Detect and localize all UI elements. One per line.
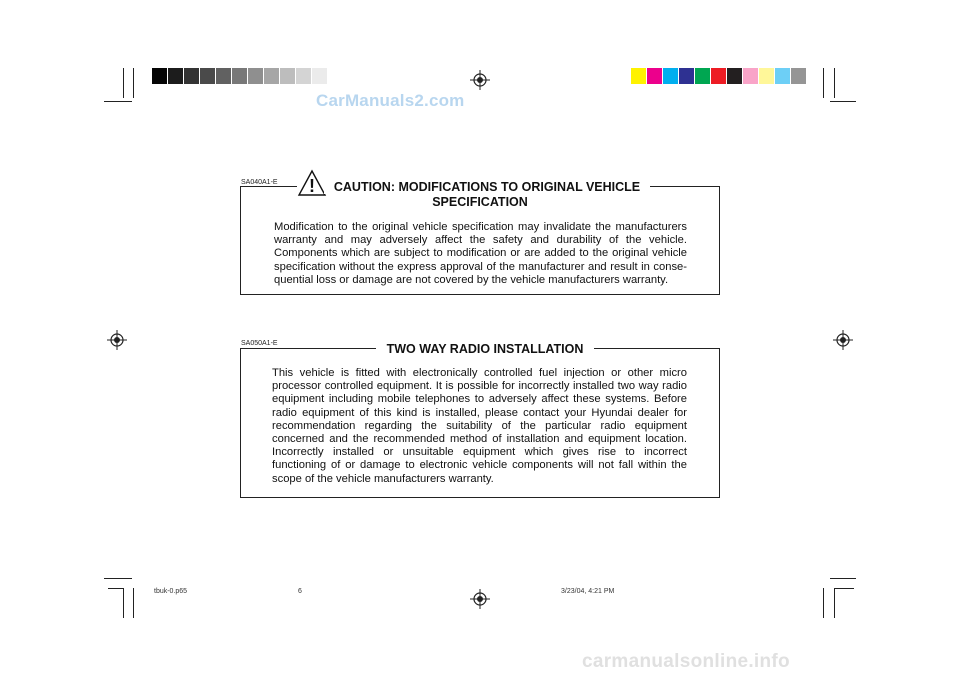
- registration-mark-icon: [470, 589, 490, 609]
- color-swatch: [647, 68, 662, 84]
- gray-swatch: [248, 68, 263, 84]
- warning-exclamation-icon: [297, 169, 327, 202]
- footer-filename: tbuk-0.p65: [154, 588, 188, 595]
- gray-swatch: [232, 68, 247, 84]
- radio-body-text: This vehicle is fitted with electronically controlled fuel injection or other micro processor controlled equipment. It is possible for incorrectly installed two way radio equipment including mobile telephones to adversely affect these systems. Before radio equipment of this kind is installed, please contact your Hyundai dealer for recommendation regarding the suitability of the particular radio equipment concerned and the recommended method of installation and equipment location. Incorrectly installed or unsuitable equipment which gives rise to incorrect functioning of or damage to electronic vehicle components will not fall within the scope of the vehicle manufacturers warranty.: [272, 367, 687, 485]
- watermark-top[interactable]: CarManuals2.com: [316, 91, 465, 110]
- watermark-bottom[interactable]: carmanualsonline.info: [582, 651, 790, 672]
- gray-swatch: [184, 68, 199, 84]
- color-swatch: [759, 68, 774, 84]
- gray-swatch: [168, 68, 183, 84]
- caution-body-text: Modification to the original vehicle specification may invalidate the manufacturers warranty and may adversely affect the safety and durability of the vehicle. Components which are subject to modification or are added to the original vehicle specification without the express approval of the manufacturer and result in conse-quential loss or damage are not covered by the vehicle manufacturers warranty.: [274, 221, 687, 286]
- gray-swatch: [296, 68, 311, 84]
- section-code: SA050A1-E: [241, 340, 278, 347]
- gray-swatch: [216, 68, 231, 84]
- registration-mark-icon: [833, 330, 853, 350]
- color-swatch: [775, 68, 790, 84]
- gray-swatch: [280, 68, 295, 84]
- color-swatch: [679, 68, 694, 84]
- color-swatch: [663, 68, 678, 84]
- color-swatch: [791, 68, 806, 84]
- gray-swatch: [312, 68, 327, 84]
- color-swatch: [711, 68, 726, 84]
- caution-title-line1: CAUTION: MODIFICATIONS TO ORIGINAL VEHICLE: [324, 180, 650, 194]
- footer-page-number: 6: [298, 588, 302, 595]
- color-swatch: [631, 68, 646, 84]
- svg-text:!: !: [309, 176, 315, 196]
- registration-mark-icon: [107, 330, 127, 350]
- section-code: SA040A1-E: [241, 179, 278, 186]
- color-swatch: [743, 68, 758, 84]
- gray-swatch: [264, 68, 279, 84]
- radio-title: TWO WAY RADIO INSTALLATION: [376, 342, 594, 356]
- color-swatch: [727, 68, 742, 84]
- gray-swatch: [200, 68, 215, 84]
- color-swatch: [695, 68, 710, 84]
- registration-mark-icon: [470, 70, 490, 90]
- gray-swatch: [152, 68, 167, 84]
- caution-title-line2: SPECIFICATION: [424, 195, 536, 209]
- footer-date: 3/23/04, 4:21 PM: [561, 588, 615, 595]
